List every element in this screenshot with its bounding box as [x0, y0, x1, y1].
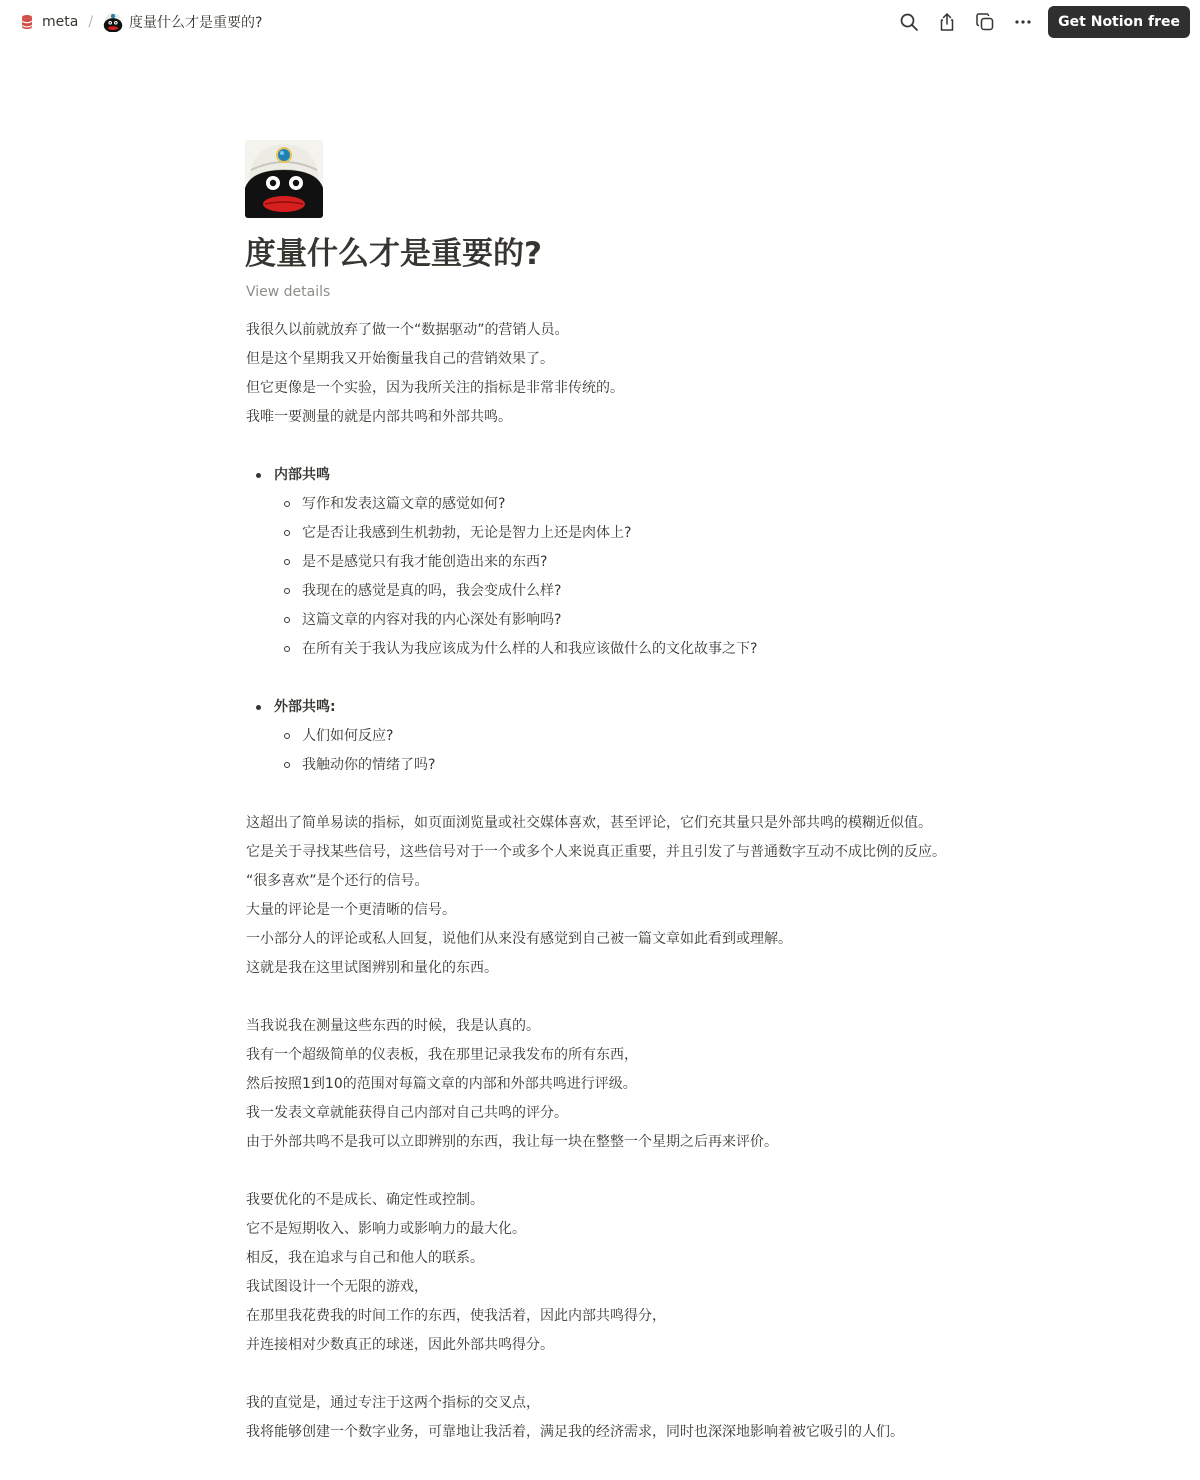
empty-block	[246, 432, 965, 461]
paragraph: 当我说我在测量这些东西的时候，我是认真的。	[246, 1018, 540, 1034]
paragraph: 我很久以前就放弃了做一个“数据驱动”的营销人员。	[246, 322, 569, 338]
page-emoji-icon	[103, 12, 123, 32]
list-item: 是不是感觉只有我才能创造出来的东西?	[274, 548, 965, 577]
paragraph: 我有一个超级简单的仪表板，我在那里记录我发布的所有东西，	[246, 1047, 638, 1063]
more-button[interactable]	[1010, 9, 1036, 35]
paragraph: 但它更像是一个实验，因为我所关注的指标是非常非传统的。	[246, 380, 624, 396]
page-body	[246, 316, 965, 1447]
paragraph: 它不是短期收入、影响力或影响力的最大化。	[246, 1221, 526, 1237]
nested-list	[274, 490, 965, 664]
more-icon	[1013, 12, 1033, 32]
toolbar	[884, 6, 1190, 38]
paragraph: “很多喜欢”是个还行的信号。	[246, 873, 429, 889]
list-item: 它是否让我感到生机勃勃，无论是智力上还是肉体上?	[274, 519, 965, 548]
search-button[interactable]	[896, 9, 922, 35]
share-icon	[937, 12, 957, 32]
paragraph: 但是这个星期我又开始衡量我自己的营销效果了。	[246, 351, 554, 367]
empty-block	[246, 780, 965, 809]
page-icon[interactable]	[245, 140, 323, 218]
database-icon	[18, 13, 36, 31]
list-item-internal-resonance	[246, 461, 965, 664]
bulleted-list	[246, 693, 965, 780]
list-item: 这篇文章的内容对我的内心深处有影响吗?	[274, 606, 965, 635]
breadcrumb-page[interactable]	[103, 12, 262, 32]
paragraph: 这就是我在这里试图辨别和量化的东西。	[246, 960, 498, 976]
paragraph: 由于外部共鸣不是我可以立即辨别的东西，我让每一块在整整一个星期之后再来评价。	[246, 1134, 778, 1150]
paragraph: 我唯一要测量的就是内部共鸣和外部共鸣。	[246, 409, 512, 425]
list-item: 在所有关于我认为我应该成为什么样的人和我应该做什么的文化故事之下?	[274, 635, 965, 664]
paragraph: 大量的评论是一个更清晰的信号。	[246, 902, 456, 918]
paragraph: 一小部分人的评论或私人回复，说他们从来没有感觉到自己被一篇文章如此看到或理解。	[246, 931, 792, 947]
paragraph: 我一发表文章就能获得自己内部对自己共鸣的评分。	[246, 1105, 568, 1121]
breadcrumb-page-label: 度量什么才是重要的?	[129, 15, 263, 31]
list-item: 人们如何反应?	[274, 722, 965, 751]
list-item: 我触动你的情绪了吗?	[274, 751, 965, 780]
nested-list	[274, 722, 965, 780]
breadcrumb-separator: /	[88, 14, 94, 30]
top-bar	[0, 0, 1200, 44]
paragraph: 并连接相对少数真正的球迷，因此外部共鸣得分。	[246, 1337, 554, 1353]
list-item-external-resonance	[246, 693, 965, 780]
get-notion-free-button[interactable]: Get Notion free	[1048, 6, 1190, 38]
paragraph: 这超出了简单易读的指标，如页面浏览量或社交媒体喜欢，甚至评论，它们充其量只是外部共鸣的模糊近似值。	[246, 815, 932, 831]
page-content	[245, 140, 965, 1447]
breadcrumb-workspace[interactable]	[18, 13, 78, 31]
paragraph: 在那里我花费我的时间工作的东西，使我活着，因此内部共鸣得分，	[246, 1308, 666, 1324]
breadcrumb	[18, 10, 262, 34]
paragraph: 我要优化的不是成长、确定性或控制。	[246, 1192, 484, 1208]
paragraph: 相反，我在追求与自己和他人的联系。	[246, 1250, 484, 1266]
bulleted-list	[246, 461, 965, 664]
list-item: 写作和发表这篇文章的感觉如何?	[274, 490, 965, 519]
list-item-label: 外部共鸣:	[274, 699, 336, 715]
empty-block	[246, 983, 965, 1012]
duplicate-button[interactable]	[972, 9, 998, 35]
empty-block	[246, 1157, 965, 1186]
paragraph: 我试图设计一个无限的游戏，	[246, 1279, 428, 1295]
list-item: 我现在的感觉是真的吗，我会变成什么样?	[274, 577, 965, 606]
duplicate-icon	[975, 12, 995, 32]
list-item-label: 内部共鸣	[274, 467, 330, 483]
search-icon	[899, 12, 919, 32]
breadcrumb-workspace-label: meta	[42, 14, 79, 30]
paragraph: 然后按照1到10的范围对每篇文章的内部和外部共鸣进行评级。	[246, 1076, 637, 1092]
paragraph: 我的直觉是，通过专注于这两个指标的交叉点，	[246, 1395, 540, 1411]
view-details-link[interactable]: View details	[246, 284, 331, 300]
paragraph: 它是关于寻找某些信号，这些信号对于一个或多个人来说真正重要，并且引发了与普通数字互动不成比例的反应。	[246, 844, 946, 860]
paragraph: 我将能够创建一个数字业务，可靠地让我活着，满足我的经济需求，同时也深深地影响着被它吸引的人们。	[246, 1424, 904, 1440]
page-title: 度量什么才是重要的?	[245, 236, 542, 272]
empty-block	[246, 664, 965, 693]
share-button[interactable]	[934, 9, 960, 35]
empty-block	[246, 1360, 965, 1389]
